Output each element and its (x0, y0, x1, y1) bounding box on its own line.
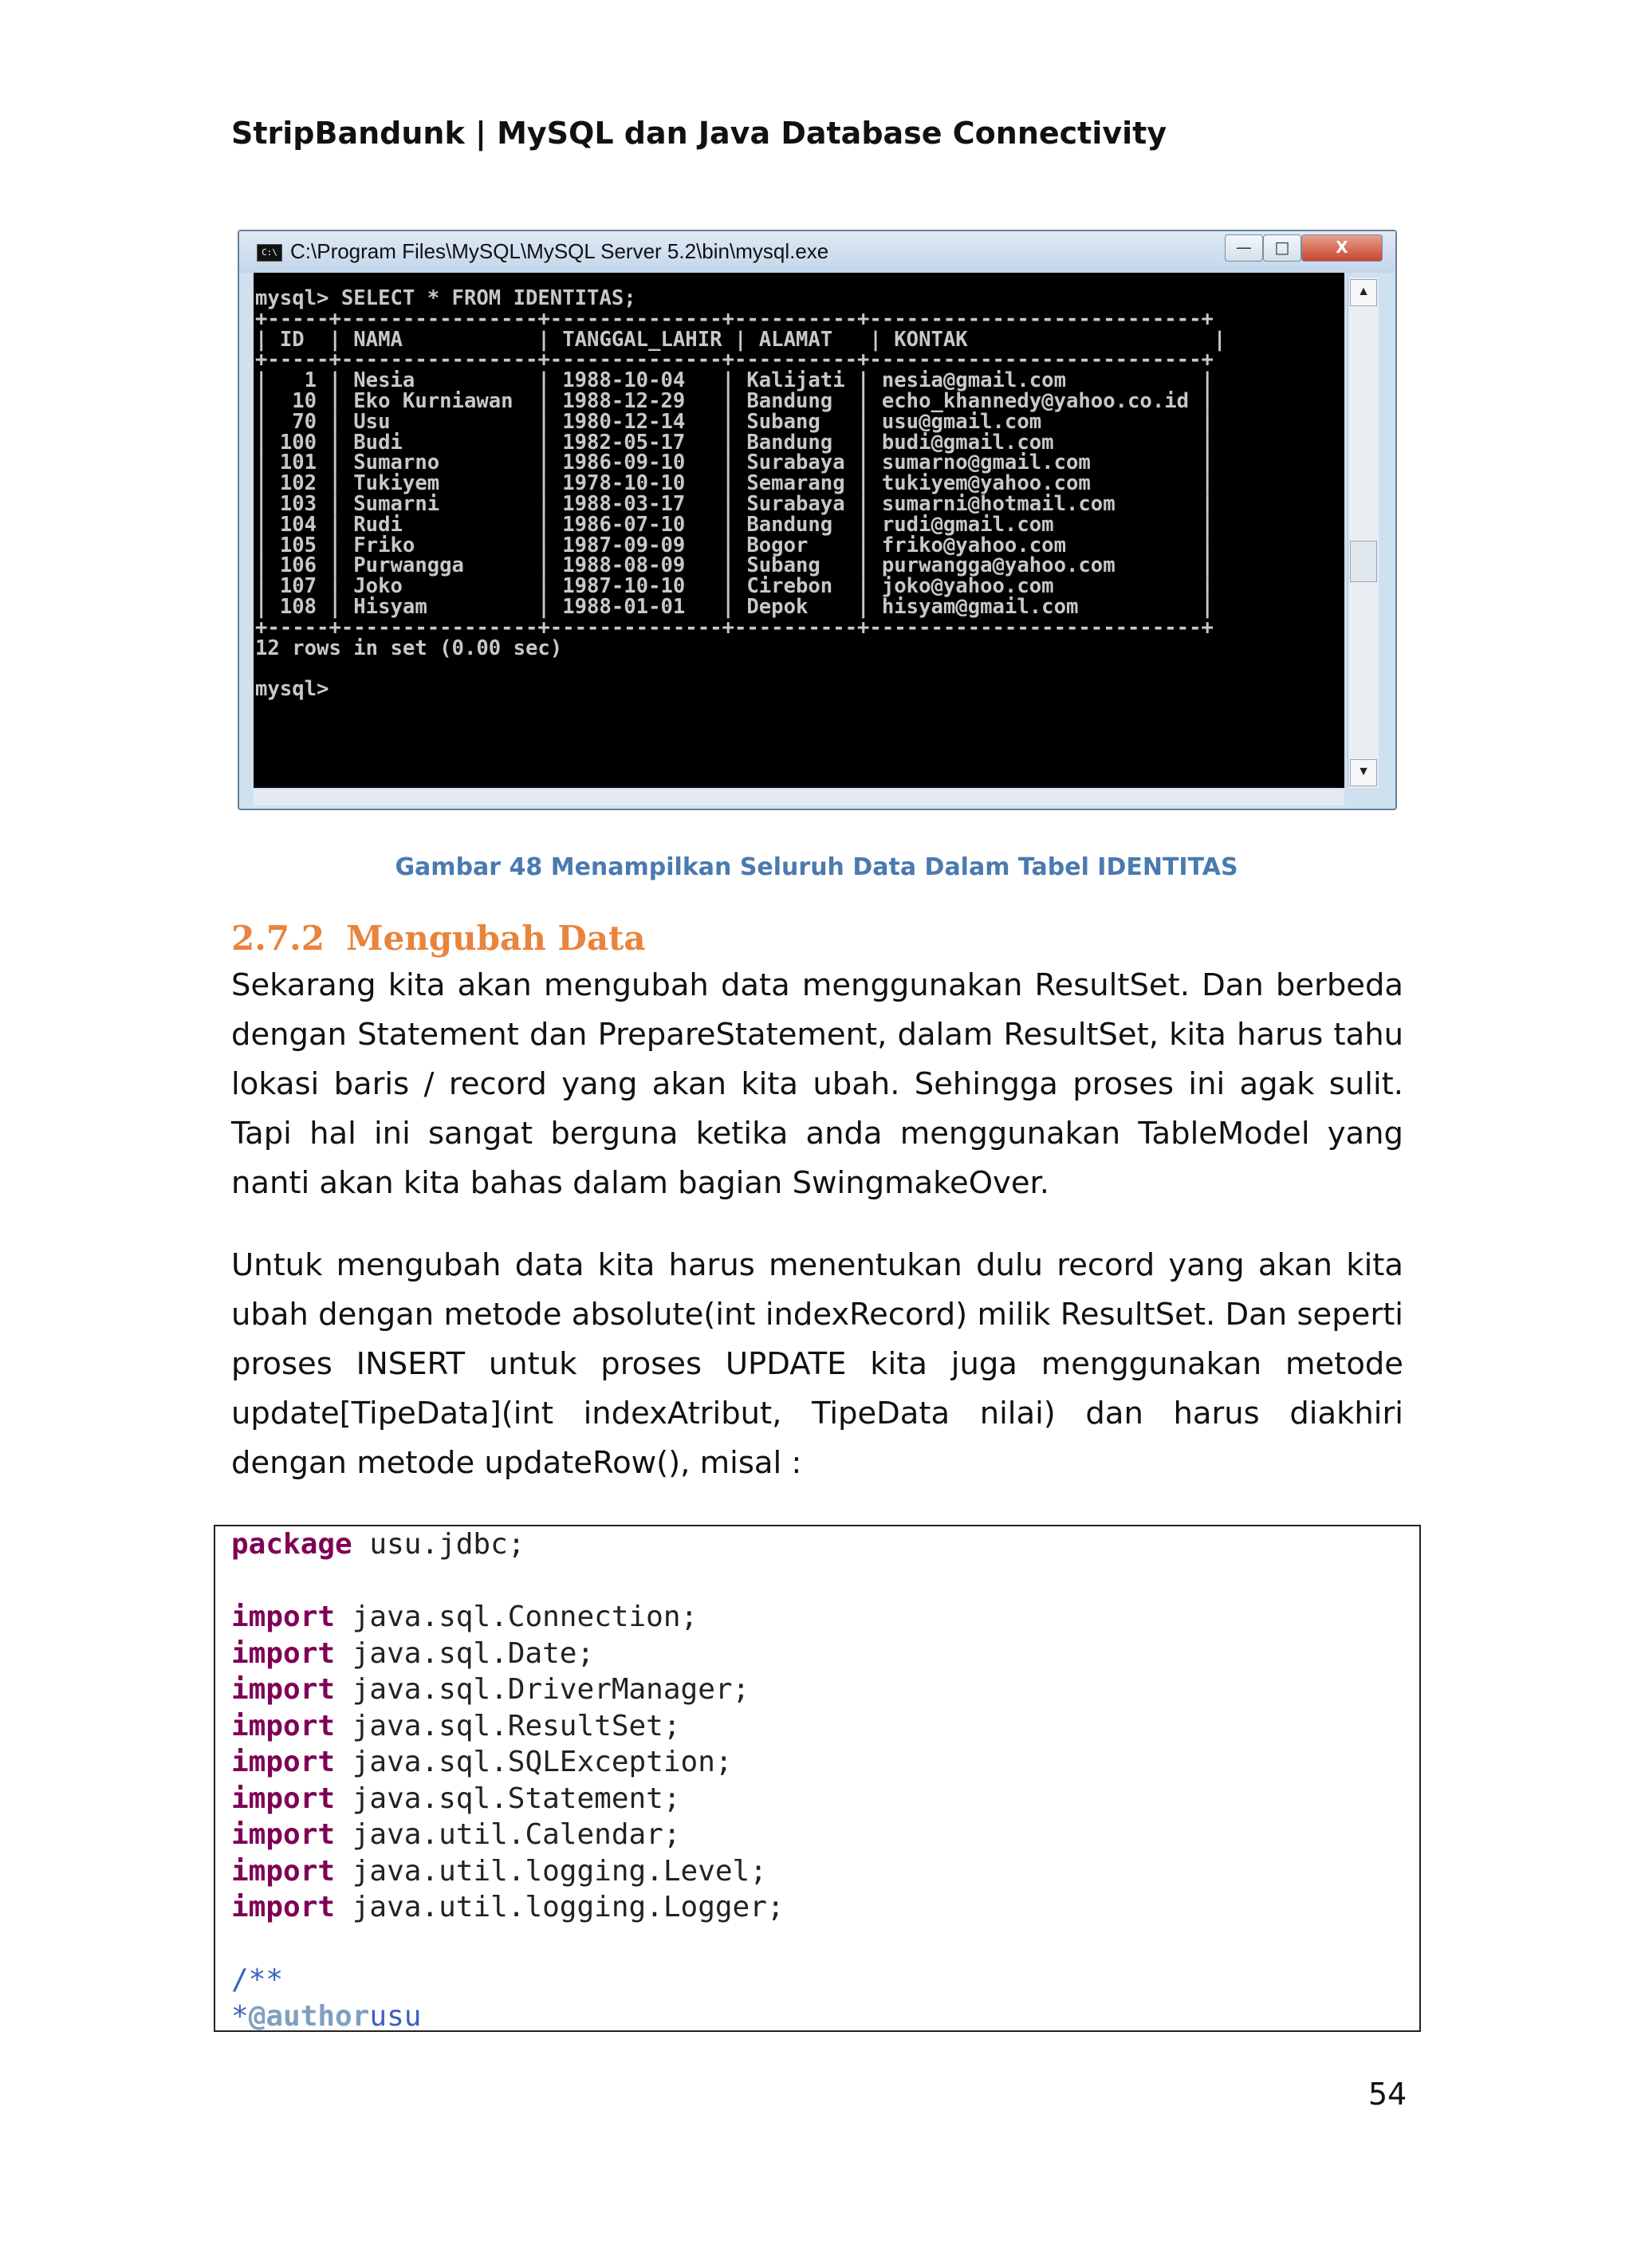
code-text: java.sql.Statement; (335, 1782, 681, 1815)
scroll-down-arrow-icon[interactable]: ▼ (1350, 759, 1377, 786)
code-keyword: import (231, 1854, 336, 1888)
console-line: mysql> (255, 677, 329, 702)
console-line: +-----+----------------+--------------+----------+---------------------------+ (255, 348, 1214, 372)
section-title: Mengubah Data (346, 919, 646, 958)
code-text: usu.jdbc; (352, 1528, 525, 1561)
code-text: java.sql.Date; (335, 1636, 595, 1670)
console-line: | 10 | Eko Kurniawan | 1988-12-29 | Bandung | echo_khannedy@yahoo.co.id | (255, 388, 1214, 413)
console-line: | 105 | Friko | 1987-09-09 | Bogor | friko@yahoo.com | (255, 533, 1214, 557)
console-title: C:\Program Files\MySQL\MySQL Server 5.2\bin\mysql.exe (290, 239, 829, 263)
scroll-up-arrow-icon[interactable]: ▲ (1350, 279, 1377, 306)
code-text: java.sql.SQLException; (335, 1746, 733, 1778)
horizontal-scrollbar[interactable] (254, 789, 1344, 805)
code-text: java.sql.Connection; (335, 1601, 698, 1633)
code-keyword: import (231, 1673, 336, 1706)
code-text: java.util.Calendar; (335, 1818, 681, 1851)
vertical-scrollbar[interactable] (1348, 278, 1379, 788)
section-heading (231, 919, 646, 958)
code-text: java.sql.ResultSet; (335, 1709, 681, 1742)
code-comment: /** (231, 1963, 284, 1996)
page-number: 54 (1368, 2077, 1407, 2112)
console-window[interactable] (238, 230, 1397, 810)
console-line: | 103 | Sumarni | 1988-03-17 | Surabaya | sumarni@hotmail.com | (255, 491, 1214, 516)
figure-caption: Gambar 48 Menampilkan Seluruh Data Dalam Tabel IDENTITAS (395, 853, 1238, 881)
code-comment: * (231, 1999, 249, 2033)
code-keyword: import (231, 1709, 336, 1742)
minimize-button[interactable]: — (1225, 234, 1263, 262)
console-line: | 100 | Budi | 1982-05-17 | Bandung | budi@gmail.com | (255, 430, 1214, 455)
console-line: | ID | NAMA | TANGGAL_LAHIR | ALAMAT | KONTAK | (255, 327, 1226, 352)
code-keyword: import (231, 1601, 336, 1633)
section-number: 2.7.2 (231, 919, 325, 958)
code-keyword: import (231, 1746, 336, 1778)
console-line: | 107 | Joko | 1987-10-10 | Cirebon | joko@yahoo.com | (255, 574, 1214, 599)
console-line: | 1 | Nesia | 1988-10-04 | Kalijati | nesia@gmail.com | (255, 368, 1214, 393)
code-text: java.util.logging.Level; (335, 1854, 767, 1888)
console-line: | 70 | Usu | 1980-12-14 | Subang | usu@gmail.com | (255, 409, 1214, 434)
code-keyword: import (231, 1818, 336, 1851)
code-box (214, 1525, 1421, 2032)
console-line: | 106 | Purwangga | 1988-08-09 | Subang | purwangga@yahoo.com | (255, 553, 1214, 578)
console-line: | 104 | Rudi | 1986-07-10 | Bandung | rudi@gmail.com | (255, 512, 1214, 537)
scroll-thumb[interactable] (1350, 541, 1377, 582)
paragraph: Sekarang kita akan mengubah data menggunakan ResultSet. Dan berbeda dengan Statement dan PrepareStatement, dalam ResultSet, kita harus tahu lokasi baris / record yang akan kita ubah. Sehingga proses ini agak sulit. Tapi hal ini sangat berguna ketika anda menggunakan TableModel yang nanti akan kita bahas dalam bagian SwingmakeOver. (231, 967, 1403, 1201)
code-text: java.util.logging.Logger; (335, 1891, 785, 1923)
console-line: | 102 | Tukiyem | 1978-10-10 | Semarang | tukiyem@yahoo.com | (255, 471, 1214, 496)
console-line: | 108 | Hisyam | 1988-01-01 | Depok | hisyam@gmail.com | (255, 594, 1214, 619)
close-button[interactable]: X (1301, 234, 1383, 262)
paragraph: Untuk mengubah data kita harus menentukan dulu record yang akan kita ubah dengan metode absolute(int indexRecord) milik ResultSet. Dan seperti proses INSERT untuk proses UPDATE kita juga menggunakan metode update[TipeData](int indexAtribut, TipeData nilai) dan harus diakhiri dengan metode updateRow(), misal : (231, 1247, 1403, 1481)
console-line: +-----+----------------+--------------+----------+---------------------------+ (255, 306, 1214, 331)
code-keyword: import (231, 1636, 336, 1670)
console-output (254, 273, 1344, 700)
console-line: +-----+----------------+--------------+----------+---------------------------+ (255, 615, 1214, 640)
console-screen[interactable] (254, 273, 1344, 788)
code-keyword: import (231, 1891, 336, 1923)
console-line: 12 rows in set (0.00 sec) (255, 636, 563, 660)
code-keyword: package (231, 1528, 352, 1561)
code-comment: usu (369, 1999, 422, 2033)
maximize-button[interactable]: □ (1263, 234, 1301, 262)
page-header: StripBandunk | MySQL dan Java Database Connectivity (231, 116, 1167, 151)
code-text: java.sql.DriverManager; (335, 1673, 750, 1706)
console-line: mysql> SELECT * FROM IDENTITAS; (255, 286, 636, 310)
console-line: | 101 | Sumarno | 1986-09-10 | Surabaya | sumarno@gmail.com | (255, 451, 1214, 475)
code-listing (231, 1526, 785, 2034)
console-app-icon: C:\ (257, 244, 282, 262)
code-comment-tag: @author (248, 1999, 370, 2033)
console-titlebar[interactable] (239, 231, 1395, 273)
code-keyword: import (231, 1782, 336, 1815)
